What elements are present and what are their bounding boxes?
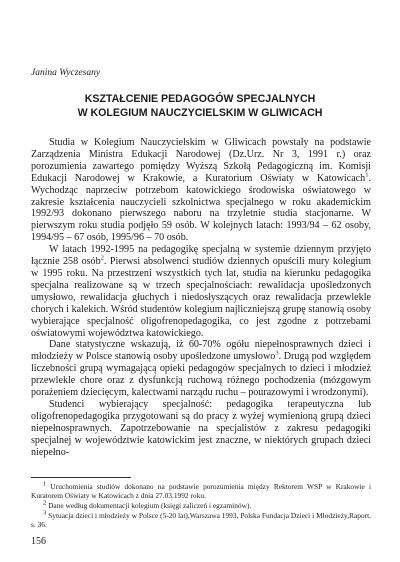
footnote (31, 501, 371, 510)
paragraph-text: W latach 1992-1995 na pedagogikę specjalną w systemie dziennym przyjęto łącznie 258 osób (31, 244, 371, 268)
page-number: 156 (31, 536, 46, 547)
title-line-2: W KOLEGIUM NAUCZYCIELSKIM W GLIWICACH (77, 107, 323, 119)
footnote (31, 511, 371, 529)
footnote-ref: 2 (100, 254, 104, 262)
body-paragraph (31, 399, 371, 459)
body-paragraph (31, 244, 371, 339)
footnote-ref: 1 (365, 171, 369, 179)
body-paragraph (31, 339, 371, 399)
paragraph-text: Dane statystyczne wskazują, iż 60-70% ogółu niepełnosprawnych dzieci i młodzieży w Polsce stanowią osoby upośledzone umysłowo (31, 339, 371, 363)
footnote-text: Dane według dokumentacji kolegium (księgi zaliczeń i egzaminów). (46, 501, 252, 510)
article-title (0, 92, 400, 120)
footnote-text: Sytuacja dzieci i młodzieży w Polsce (5-20 lat),Warszawa 1993, Polska Fundacja Dzieci i Młodzieży,Raport, s. 36. (31, 511, 371, 529)
footnote-number: 2 (43, 499, 47, 507)
footnote-number: 3 (43, 509, 47, 517)
paragraph-text: Studenci wybierający specjalność: pedagogika terapeutyczna lub oligofrenopedagogika przygotowani są do pracy z wyżej wymienioną grupą dzieci niepełnosprawnych. Zapotrzebowanie na specjalistów z zakresu pedagogiki specjalnej w województwie katowickim jest znaczne, w niektórych grupach dzieci niepełno- (31, 398, 371, 458)
title-line-1: KSZTAŁCENIE PEDAGOGÓW SPECJALNYCH (84, 93, 316, 105)
footnote (31, 482, 371, 500)
footnote-number: 1 (43, 480, 47, 488)
paragraph-text: . Wychodząc naprzeciw potrzebom katowickiego środowiska oświatowego w zakresie kształcenia nauczycieli szkolnictwa specjalnego w roku akademickim 1992/93 dokonano pierwszego naboru na trzyletnie studia stacjonarne. W pierwszym roku studia podjęło 59 osób. W kolejnych latach: 1993/94 – 62 osoby, 1994/95 – 67 osób, 1995/96 – 70 osób. (31, 172, 371, 244)
paragraph-text: Studia w Kolegium Nauczycielskim w Gliwicach powstały na podstawie Zarządzenia Ministra Edukacji Narodowej (Dz.Urz. Nr 3, 1991 r.) oraz porozumienia zawartego pomiędzy Wyższą Szkołą Pedagogiczną im. Komisji Edukacji Narodowej w Krakowie, a Kuratorium Oświaty w Katowicach (31, 137, 371, 184)
paragraph-text: . Drugą pod względem liczebności grupą wymagającą opieki pedagogów specjalnych to dzieci i młodzież przewlekle chore oraz z dysfunkcją ruchową różnego pochodzenia (mózgowym porażeniem dziecięcym, kalectwami narządu ruchu – pourazowymi i wrodzonymi). (31, 351, 371, 399)
article-body (31, 137, 371, 458)
footnote-divider (31, 477, 131, 478)
footnotes (31, 482, 371, 530)
footnote-text: Uruchomienia studiów dokonano na podstawie porozumienia między Rektorem WSP w Krakowie i Kuratorem Oświaty w Katowicach z dnia 27.03.1992 roku. (31, 482, 371, 500)
footnote-ref: 3 (275, 349, 279, 357)
paragraph-text: . Pierwsi absolwenci studiów dziennych opuścili mury kolegium w 1995 roku. Na przestrzeni wszystkich tych lat, studia na kierunku pedagogika specjalna realizowane są w trzech specjalnościach: rewalidacja upośledzonych umysłowo, rewalidacja głuchych i niedosłyszących oraz rewalidacja przewlekle chorych i kalekich. Wśród studentów kolegium najliczniejszą grupę stanowią osoby wybierające specjalność oligofrenopedagogika, co jest zgodne z potrzebami oświatowymi województwa katowickiego. (31, 256, 371, 339)
body-paragraph (31, 137, 371, 244)
author-name: Janina Wyczesany (31, 68, 101, 78)
